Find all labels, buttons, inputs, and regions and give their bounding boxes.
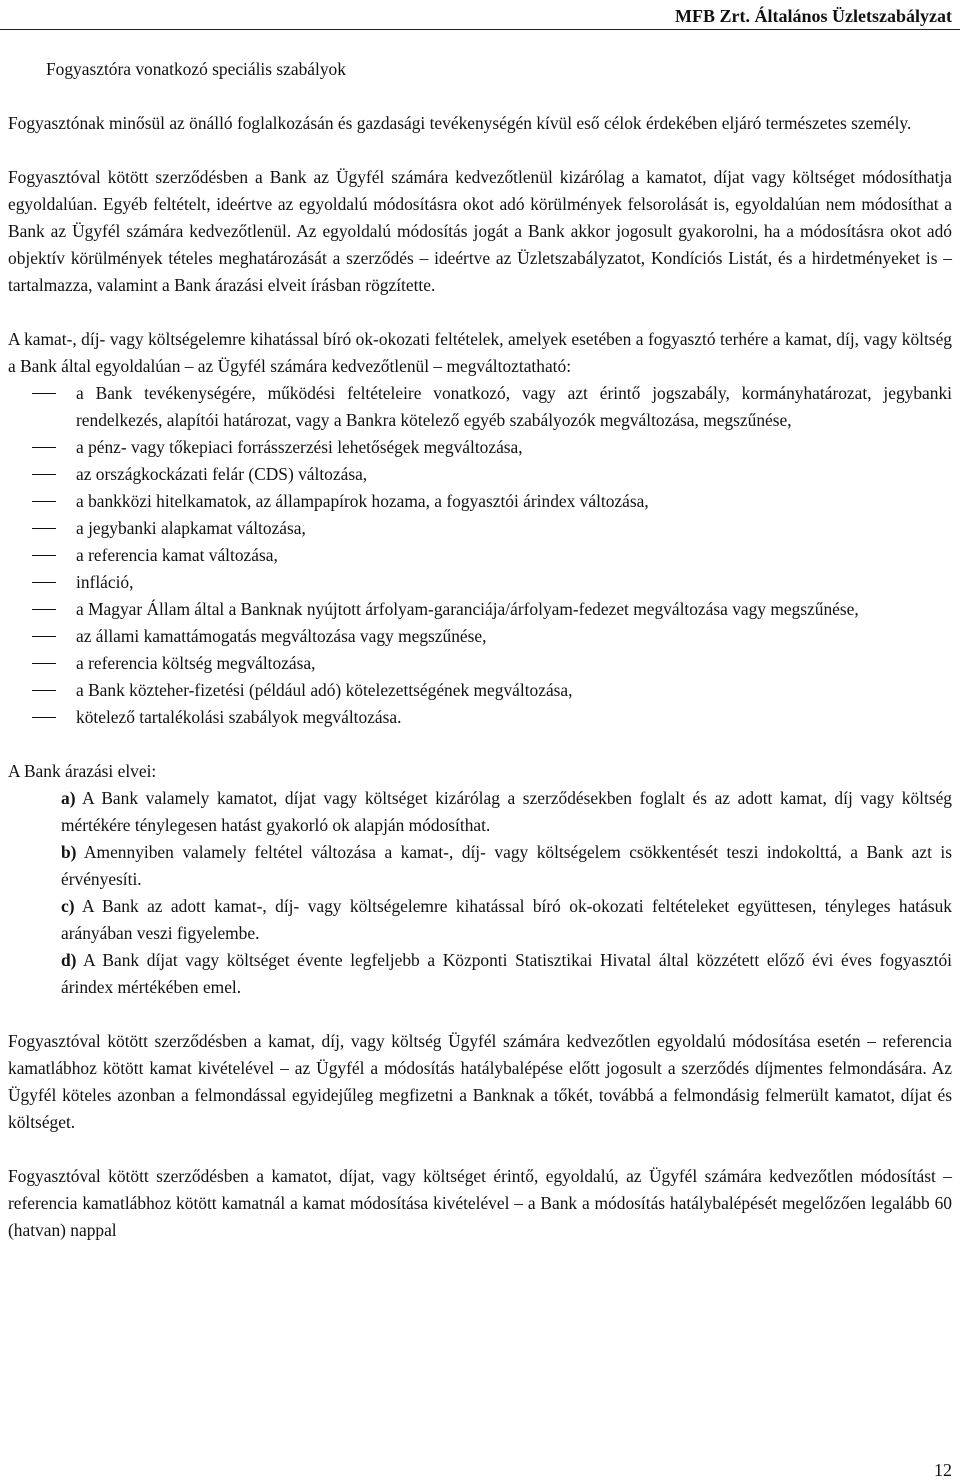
list-item-text: a bankközi hitelkamatok, az állampapírok hozama, a fogyasztói árindex változása,: [76, 491, 649, 511]
list-item: [8, 893, 952, 947]
section-title: Fogyasztóra vonatkozó speciális szabályok: [46, 59, 346, 79]
dash-bullet-icon: [32, 393, 56, 394]
list-item-text: a pénz- vagy tőkepiaci forrásszerzési lehetőségek megváltozása,: [76, 437, 523, 457]
dash-bullet-icon: [32, 555, 56, 556]
list-item-text: a Bank tevékenységére, működési feltételeire vonatkozó, vagy azt érintő jogszabály, kormányhatározat, jegybanki rendelkezés, alapítói határozat, vagy a Bankra kötelező egyéb szabályozók megváltozása, megszűnése,: [76, 383, 952, 430]
list-item: [8, 515, 952, 542]
spacer: [8, 1001, 952, 1028]
dash-bullet-icon: [32, 501, 56, 502]
paragraph-pricing-intro: A Bank árazási elvei:: [8, 761, 157, 781]
list-item: [8, 596, 952, 623]
conditions-list: [8, 380, 952, 731]
list-item-letter: a): [61, 788, 76, 808]
dash-bullet-icon: [32, 663, 56, 664]
list-item-text: kötelező tartalékolási szabályok megváltozása.: [76, 707, 402, 727]
spacer: [8, 299, 952, 326]
list-item-text: Amennyiben valamely feltétel változása a kamat-, díj- vagy költségelem csökkentését teszi indokolttá, a Bank azt is érvényesíti.: [61, 842, 953, 889]
paragraph-termination-right: Fogyasztóval kötött szerződésben a kamat, díj, vagy költség Ügyfél számára kedvezőtlen egyoldalú módosítása esetén – referencia kamatlábhoz kötött kamat kivételével – az Ügyfél a módosítás hatálybalépése előtt jogosult a szerződés díjmentes felmondására. Az Ügyfél köteles azonban a felmondással egyidejűleg megfizetni a Banknak a tőkét, továbbá a felmondásig felmerült kamatot, díjat és költséget.: [8, 1031, 952, 1132]
list-item-text: az állami kamattámogatás megváltozása vagy megszűnése,: [76, 626, 487, 646]
spacer: [8, 1136, 952, 1163]
list-item-letter: d): [61, 950, 77, 970]
dash-bullet-icon: [32, 474, 56, 475]
list-item-text: A Bank az adott kamat-, díj- vagy költségelemre kihatással bíró ok-okozati feltételeket együttesen, tényleges hatásuk arányában veszi figyelembe.: [61, 896, 952, 943]
list-item: [8, 623, 952, 650]
paragraph-conditions-intro: A kamat-, díj- vagy költségelemre kihatással bíró ok-okozati feltételek, amelyek esetében a fogyasztó terhére a kamat, díj, vagy költség a Bank által egyoldalúan – az Ügyfél számára kedvezőtlenül – megváltoztatható:: [8, 329, 952, 376]
page-header: MFB Zrt. Általános Üzletszabályzat: [675, 6, 952, 26]
list-item: [8, 839, 952, 893]
list-item-text: a referencia költség megváltozása,: [76, 653, 316, 673]
list-item-text: A Bank díjat vagy költséget évente legfeljebb a Központi Statisztikai Hivatal által közzétett előző évi éves fogyasztói árindex mértékében emel.: [61, 950, 952, 997]
dash-bullet-icon: [32, 609, 56, 610]
paragraph-notice-period: Fogyasztóval kötött szerződésben a kamatot, díjat, vagy költséget érintő, egyoldalú, az Ügyfél számára kedvezőtlen módosítást – referencia kamatlábhoz kötött kamatnál a kamat módosítása kivételével – a Bank a módosítás hatálybalépését megelőzően legalább 60 (hatvan) nappal: [8, 1166, 952, 1240]
dash-bullet-icon: [32, 636, 56, 637]
dash-bullet-icon: [32, 717, 56, 718]
list-item: [8, 677, 952, 704]
list-item: [8, 434, 952, 461]
list-item-text: a referencia kamat változása,: [76, 545, 278, 565]
list-item-text: a jegybanki alapkamat változása,: [76, 518, 306, 538]
list-item: [8, 947, 952, 1001]
spacer: [8, 731, 952, 758]
paragraph-consumer-definition: Fogyasztónak minősül az önálló foglalkozásán és gazdasági tevékenységén kívül eső célok érdekében eljáró természetes személy.: [8, 113, 912, 133]
list-item: [8, 542, 952, 569]
list-item: [8, 785, 952, 839]
header-divider: [0, 29, 960, 30]
dash-bullet-icon: [32, 690, 56, 691]
list-item-text: a Magyar Állam által a Banknak nyújtott árfolyam-garanciája/árfolyam-fedezet megváltozása vagy megszűnése,: [76, 599, 859, 619]
spacer: [8, 137, 952, 164]
list-item: [8, 461, 952, 488]
page-body: [8, 56, 952, 1244]
list-item: [8, 704, 952, 731]
list-item: [8, 650, 952, 677]
dash-bullet-icon: [32, 582, 56, 583]
list-item: [8, 488, 952, 515]
pricing-principles-list: [8, 785, 952, 1001]
list-item-text: A Bank valamely kamatot, díjat vagy költséget kizárólag a szerződésekben foglalt és az adott kamat, díj vagy költség mértékére ténylegesen hatást gyakorló ok alapján módosíthat.: [61, 788, 953, 835]
list-item-text: a Bank közteher-fizetési (például adó) kötelezettségének megváltozása,: [76, 680, 573, 700]
list-item-letter: c): [61, 896, 75, 916]
list-item: [8, 380, 952, 434]
dash-bullet-icon: [32, 447, 56, 448]
page-number: 12: [934, 1460, 952, 1480]
dash-bullet-icon: [32, 528, 56, 529]
paragraph-unilateral-modification: Fogyasztóval kötött szerződésben a Bank az Ügyfél számára kedvezőtlenül kizárólag a kamatot, díjat vagy költséget módosíthatja egyoldalúan. Egyéb feltételt, ideértve az egyoldalú módosításra okot adó körülmények felsorolását is, egyoldalúan nem módosíthat a Bank az Ügyfél számára kedvezőtlenül. Az egyoldalú módosítás jogát a Bank akkor jogosult gyakorolni, ha a módosításra okot adó objektív körülmények tételes meghatározását a szerződés – ideértve az Üzletszabályzatot, Kondíciós Listát, és a hirdetményeket is – tartalmazza, valamint a Bank árazási elveit írásban rögzítette.: [8, 167, 952, 295]
list-item-letter: b): [61, 842, 77, 862]
list-item-text: az országkockázati felár (CDS) változása,: [76, 464, 368, 484]
list-item: [8, 569, 952, 596]
list-item-text: infláció,: [76, 572, 134, 592]
